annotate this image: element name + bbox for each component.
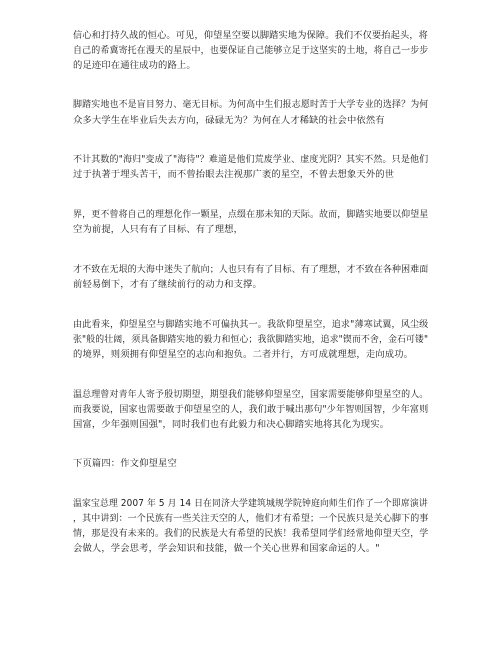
text-line: 张"般的壮阔，须具备脚踏实地的毅力和恒心；我欲脚踏实地，追求"锲而不舍，金石可镂" xyxy=(73,334,429,345)
text-line: 空为前提，人只有有了目标、有了理想， xyxy=(73,224,244,235)
text-line: 温总理曾对青年人寄予殷切期望，期望我们能够仰望星空，国家需要能够仰望星空的人。 xyxy=(73,389,429,400)
text-line: 才不致在无垠的大海中迷失了航向；人也只有有了目标、有了理想，才不致在各种困难面 xyxy=(73,264,429,275)
text-line: 信心和打持久战的恒心。可见，仰望星空要以脚踏实地为保障。我们不仅要抬起头，将 xyxy=(73,30,428,41)
text-line: 情，那是没有未来的。我们的民族是大有希望的民族！我希望同学们经常地仰望天空，学 xyxy=(73,528,429,539)
text-line: 众多大学生在毕业后失去方向，碌碌无为？为何在人才稀缺的社会中依然有 xyxy=(73,115,385,126)
text-line: 会做人，学会思考，学会知识和技能，做一个关心世界和国家命运的人。" xyxy=(73,543,380,554)
text-line: 脚踏实地也不是盲目努力、毫无目标。为何高中生们报志愿时苦于大学专业的选择？为何 xyxy=(73,99,429,110)
text-line: 界，更不曾将自己的理想化作一颗星，点缀在那未知的天际。故而，脚踏实地要以仰望星 xyxy=(73,209,429,220)
text-line: 国富，少年强则国强"，同时我们也有此毅力和决心脚踏实地将其化为现实。 xyxy=(73,419,390,430)
text-line: 不计其数的"海归"变成了"海待"？难道是他们荒废学业、虚度光阴？其实不然。只是他们 xyxy=(73,154,429,165)
text-line: 温家宝总理 2007 年 5 月 14 日在同济大学建筑城规学院钟庭向师生们作了一个即席演讲 xyxy=(73,498,428,509)
text-line: 的境界，则须拥有仰望星空的志向和抱负。二者并行，方可成就理想，走向成功。 xyxy=(73,349,414,360)
text-line: ，其中讲到：一个民族有一些关注天空的人，他们才有希望；一个民族只是关心脚下的事 xyxy=(73,513,429,524)
text-line: 的足迹印在通往成功的路上。 xyxy=(73,60,196,71)
text-line: 自己的希冀寄托在漫天的星辰中，也要保证自己能够立足于这坚实的土地，将自己一步步 xyxy=(73,45,429,56)
text-line: 而我要说，国家也需要敢于仰望星空的人，我们敢于喊出那句"少年智则国智，少年富则 xyxy=(73,404,429,415)
text-line: 由此看来，仰望星空与脚踏实地不可偏执其一。我欲仰望星空，追求"薄寒试翼，风尘级 xyxy=(73,319,429,330)
section-heading: 下页篇四：作文仰望星空 xyxy=(73,458,177,469)
text-line: 前轻易倒下，才有了继续前行的动力和支撑。 xyxy=(73,279,262,290)
text-line: 过于执著于埋头苦干，而不曾抬眼去注视那广袤的星空，不曾去想象天外的世 xyxy=(73,169,395,180)
